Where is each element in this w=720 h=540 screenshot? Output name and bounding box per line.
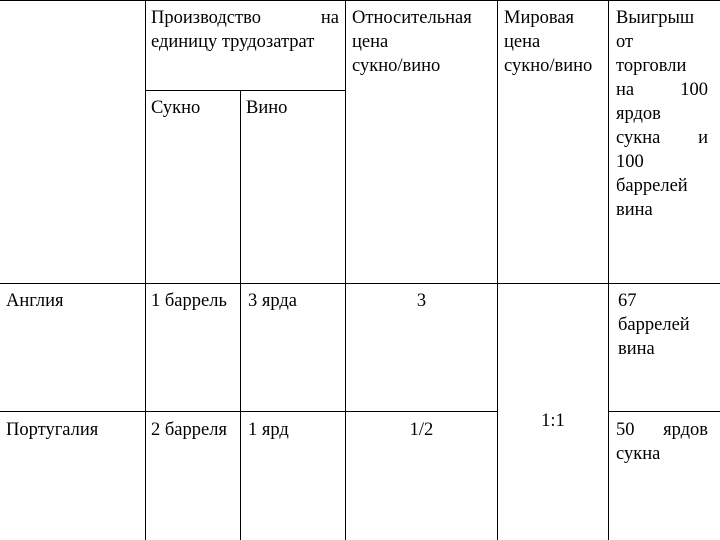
gain-header-line: от	[616, 32, 634, 52]
gain-header-line: 100	[616, 152, 644, 172]
gain-header-line: ярдов	[616, 104, 661, 124]
row-divider-gain	[608, 411, 720, 412]
cloth-value: 1 баррель	[151, 291, 227, 311]
relative-price-value: 1/2	[409, 420, 434, 440]
gain-header-line	[616, 78, 708, 102]
column-line-wine	[345, 0, 346, 540]
header-relative-price-line: Относительная	[352, 8, 472, 28]
row-portugal-cloth	[151, 418, 241, 442]
column-line-relative	[497, 0, 498, 540]
row-england-country	[6, 289, 140, 313]
header-world-price-line: сукно/вино	[504, 56, 593, 76]
header-world-price-line: Мировая	[504, 8, 575, 28]
gain-header-line: торговли	[616, 56, 687, 76]
header-cloth	[151, 96, 235, 120]
gain-value-line: баррелей	[618, 315, 690, 335]
header-production-group	[151, 6, 339, 54]
gain-value-number: 50	[616, 420, 635, 440]
country-name: Португалия	[6, 420, 99, 440]
column-line-cloth	[240, 90, 241, 540]
gain-header-word: сукна	[616, 128, 661, 148]
header-divider	[145, 90, 345, 91]
column-line-world	[608, 0, 609, 540]
row-portugal-gain	[616, 418, 708, 466]
world-price-value	[498, 409, 608, 433]
gain-header-line: баррелей	[616, 176, 688, 196]
gain-header-word: на	[616, 80, 635, 100]
gain-header-number: 100	[680, 80, 708, 100]
row-england-cloth	[151, 289, 241, 313]
row-divider-england	[0, 283, 720, 284]
wine-value: 1 ярд	[248, 420, 289, 440]
world-price-ratio: 1:1	[541, 411, 565, 431]
gain-header-line: Выигрыш	[616, 8, 695, 28]
gain-value-line	[616, 418, 708, 442]
row-portugal-relative-price	[346, 418, 497, 442]
gain-header-line: вина	[616, 200, 653, 220]
header-relative-price-line: цена	[352, 32, 389, 52]
gain-value-line: сукна	[616, 444, 661, 464]
gain-header-conjunction: и	[698, 128, 708, 148]
header-wine	[246, 96, 341, 120]
row-portugal-wine	[248, 418, 343, 442]
row-england-relative-price	[346, 289, 497, 313]
header-relative-price-line: сукно/вино	[352, 56, 441, 76]
table-border-top	[0, 0, 720, 1]
gain-value-unit: ярдов	[663, 420, 708, 440]
gain-value-line: 67	[618, 291, 637, 311]
header-relative-price	[352, 6, 494, 78]
header-world-price	[504, 6, 606, 78]
relative-price-value: 3	[416, 291, 427, 311]
row-divider-portugal	[0, 411, 497, 412]
row-england-gain	[618, 289, 710, 361]
wine-value: 3 ярда	[248, 291, 298, 311]
gain-header-line	[616, 126, 708, 150]
row-england-wine	[248, 289, 343, 313]
column-line-country	[145, 0, 146, 540]
header-world-price-line: цена	[504, 32, 541, 52]
header-cloth-label: Сукно	[151, 98, 201, 118]
header-wine-label: Вино	[246, 98, 288, 118]
country-name: Англия	[6, 291, 64, 311]
header-gain-from-trade	[616, 6, 708, 222]
row-portugal-country	[6, 418, 140, 442]
gain-value-line: вина	[618, 339, 655, 359]
cloth-value: 2 барреля	[151, 420, 227, 440]
header-production-text: Производство на единицу трудозатрат	[151, 8, 339, 52]
